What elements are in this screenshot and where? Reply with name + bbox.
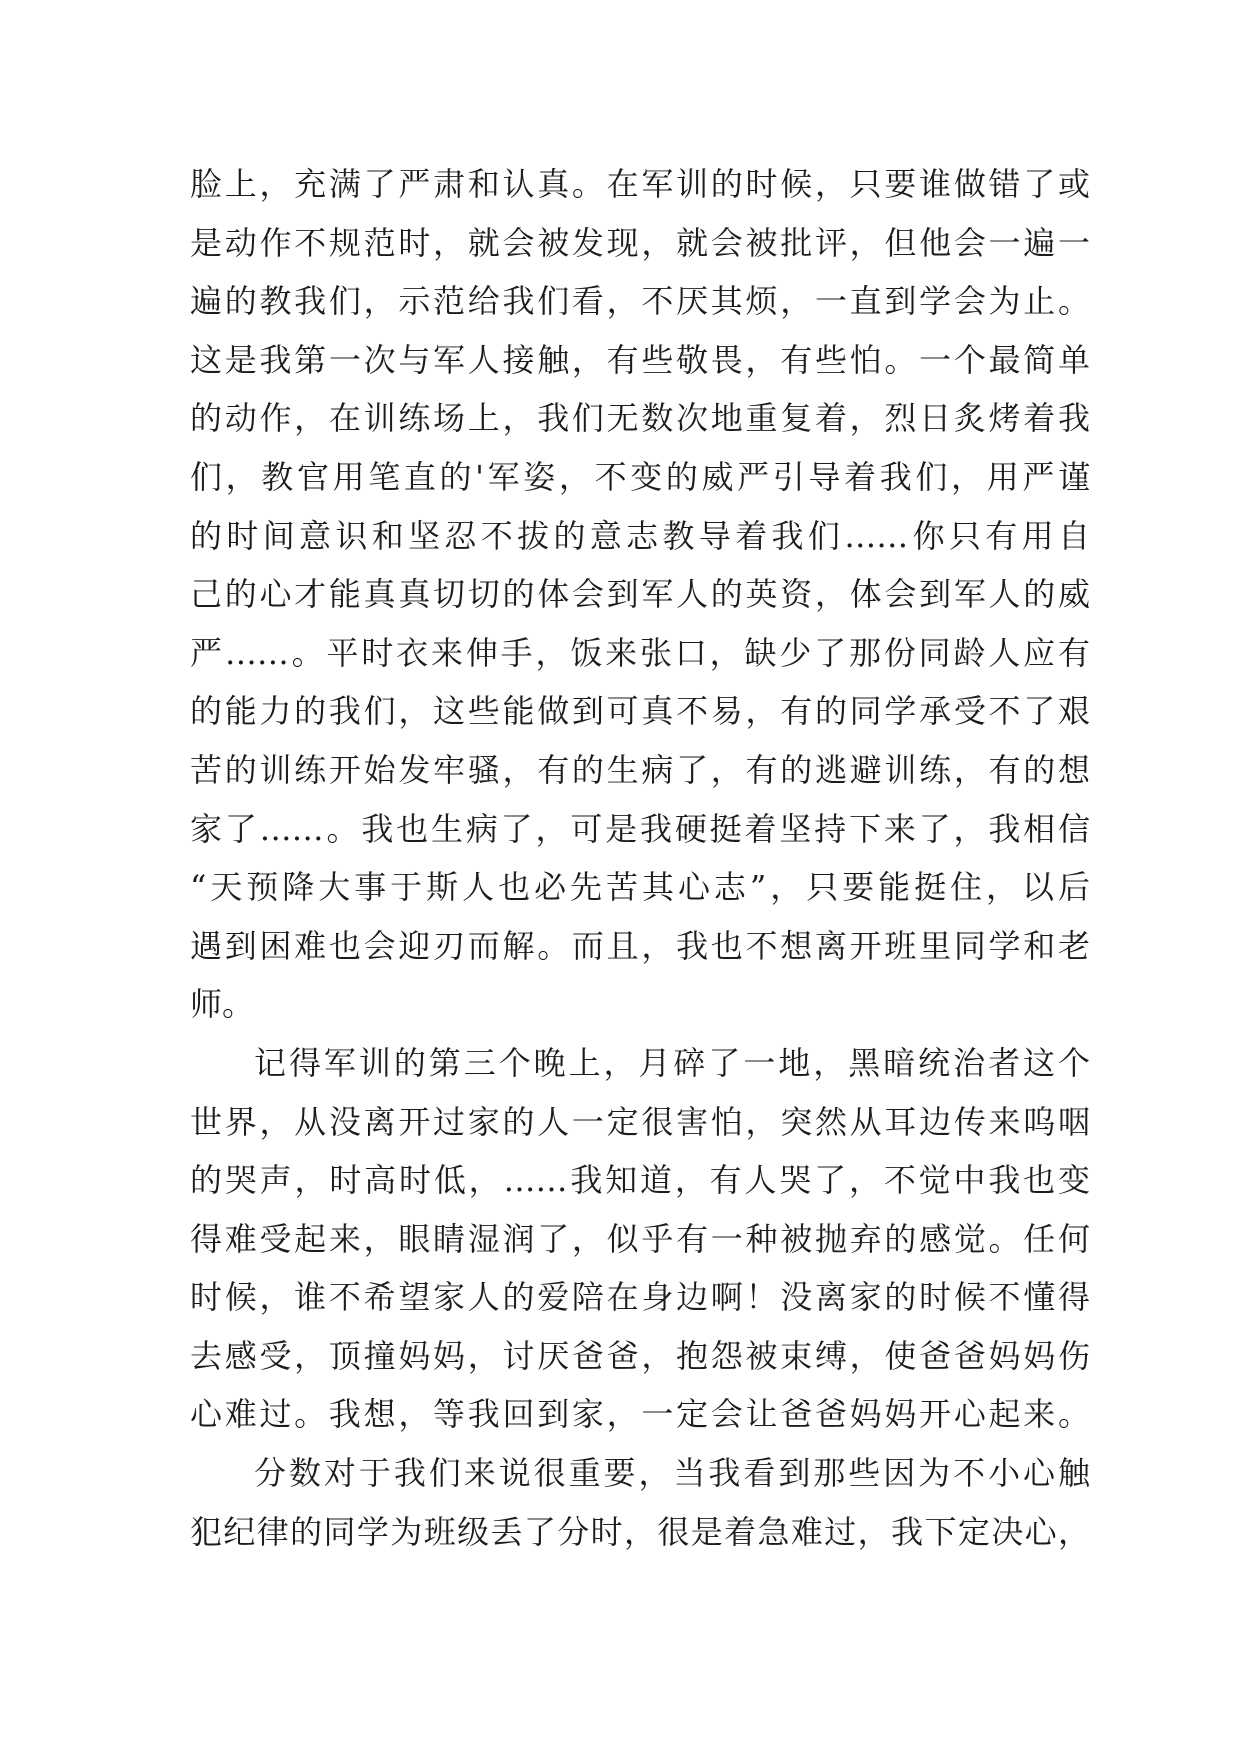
text-line: 去感受，顶撞妈妈，讨厌爸爸，抱怨被束缚，使爸爸妈妈伤 bbox=[190, 1336, 1090, 1375]
text-line: 遇到困难也会迎刃而解。而且，我也不想离开班里同学和老 bbox=[190, 926, 1090, 965]
text-line: 的哭声，时高时低，……我知道，有人哭了，不觉中我也变 bbox=[190, 1161, 1090, 1200]
text-line: 的动作，在训练场上，我们无数次地重复着，烈日炙烤着我 bbox=[190, 399, 1090, 438]
text-line: 脸上，充满了严肃和认真。在军训的时候，只要谁做错了或 bbox=[190, 165, 1090, 203]
text-line: 家了……。我也生病了，可是我硬挺着坚持下来了，我相信 bbox=[190, 809, 1090, 848]
text-line: 得难受起来，眼睛湿润了，似乎有一种被抛弃的感觉。任何 bbox=[190, 1219, 1090, 1258]
text-line: 师。 bbox=[190, 985, 255, 1024]
text-line: 是动作不规范时，就会被发现，就会被批评，但他会一遍一 bbox=[190, 223, 1090, 262]
text-line: 的能力的我们，这些能做到可真不易，有的同学承受不了艰 bbox=[190, 692, 1090, 731]
paragraph-first-line: 记得军训的第三个晚上，月碎了一地，黑暗统治者这个 bbox=[254, 1043, 1090, 1082]
text-line: 们，教官用笔直的'军姿，不变的威严引导着我们，用严谨 bbox=[190, 457, 1090, 496]
text-line: 犯纪律的同学为班级丢了分时，很是着急难过，我下定决心， bbox=[190, 1512, 1090, 1551]
text-line: 的时间意识和坚忍不拔的意志教导着我们……你只有用自 bbox=[190, 516, 1090, 555]
text-line: 心难过。我想，等我回到家，一定会让爸爸妈妈开心起来。 bbox=[190, 1395, 1090, 1434]
body-text bbox=[190, 155, 1090, 1561]
paragraph-first-line: 分数对于我们来说很重要，当我看到那些因为不小心触 bbox=[254, 1454, 1090, 1493]
text-line: 遍的教我们，示范给我们看，不厌其烦，一直到学会为止。 bbox=[190, 282, 1090, 321]
text-line: 这是我第一次与军人接触，有些敬畏，有些怕。一个最简单 bbox=[190, 340, 1090, 379]
text-line: 苦的训练开始发牢骚，有的生病了，有的逃避训练，有的想 bbox=[190, 750, 1090, 789]
text-line: 己的心才能真真切切的体会到军人的英资，体会到军人的威 bbox=[190, 575, 1090, 614]
text-line: 世界，从没离开过家的人一定很害怕，突然从耳边传来呜咽 bbox=[190, 1102, 1090, 1141]
text-line: 严……。平时衣来伸手，饭来张口，缺少了那份同龄人应有 bbox=[190, 633, 1090, 672]
text-line: “天预降大事于斯人也必先苦其心志”，只要能挺住，以后 bbox=[190, 868, 1090, 907]
text-line: 时候，谁不希望家人的爱陪在身边啊！没离家的时候不懂得 bbox=[190, 1278, 1090, 1317]
